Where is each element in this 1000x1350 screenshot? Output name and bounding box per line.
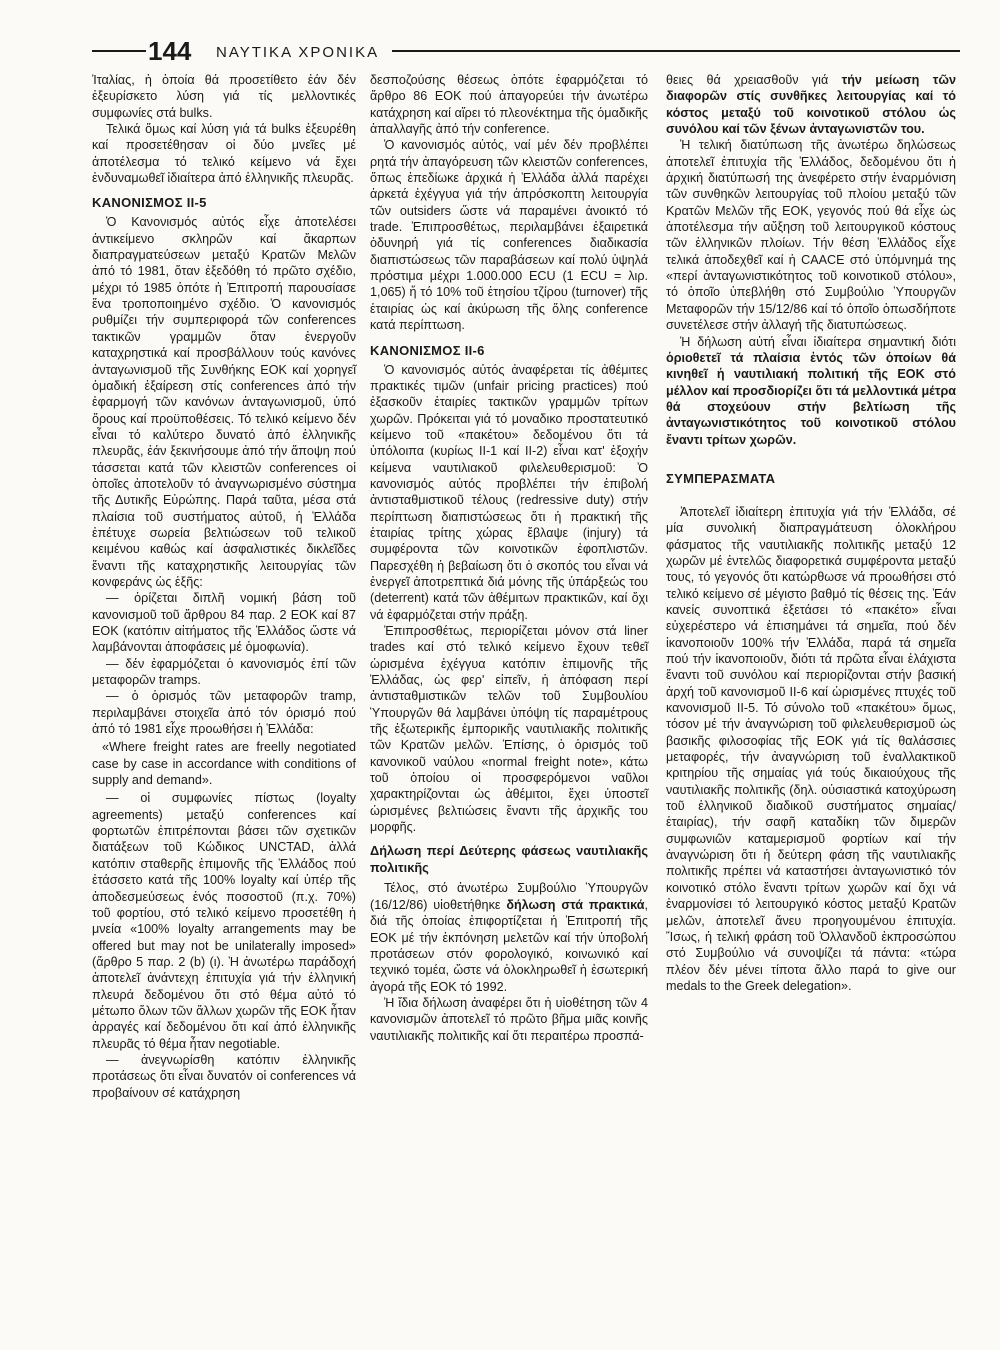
paragraph: — οἱ συμφωνίες πίστως (loyalty agreements) μεταξύ conferences καί φορτωτῶν ἐπιτρέπονται βάσει τῶν σχετικῶν διατάξεων τοῦ Κώδικος UNCTAD, ἀλλά κατόπιν σταθερῆς ἐπιμονῆς τῆς Ἑλλάδος πού ἐτάσσετο κατά τῆς 100% loyalty καί ὑπέρ τῆς ἀποδεσμεύσεως ἑνός ποσοστοῦ (π.χ. 70%) τοῦ φορτίου, στό τελικό κείμενο προσετέθη ἡ μνεία «100% loyalty arrangements may be offered but may not be unilaterally imposed» (ἄρθρο 5 παρ. 2 (b) (ι). Ἡ ἀνωτέρω παράδοχή ἀποτελεῖ ἀνάντεχη ἐπιτυχία γιά τήν ἑλληνική πλευρά δεδομένου ὅτι στό θέμα αὐτό τό μέτωπο ὅλων τῶν ἄλλων χωρῶν τῆς ΕΟΚ ἦταν ἀρραγές καί δεδομένου ὅτι καί ἀπό ἑλληνικῆς πλευρᾶς τό θέμα ἦταν negotiable. (92, 791, 356, 1051)
paragraph-text: θειες θά χρειασθοῦν γιά (666, 73, 842, 87)
quote: «Where freight rates are freelly negotiated case by case in accordance with conditions of supply and demand». (92, 740, 356, 788)
header-rule-right (392, 50, 960, 52)
paragraph: — ὁ ὁρισμός τῶν μεταφορῶν tramp, περιλαμβάνει στοιχεῖα ἀπό τόν ὁρισμό πού ἀπό τό 1981 εἶχε προωθήσει ἡ Ἑλλάδα: (92, 689, 356, 737)
text-column-2 (370, 72, 648, 1044)
paragraph: — δέν ἐφαρμόζεται ὁ κανονισμός ἐπί τῶν μεταφορῶν tramps. (92, 656, 356, 688)
header-rule-left (92, 50, 146, 52)
page-header (92, 36, 960, 70)
section-heading: ΚΑΝΟΝΙΣΜΟΣ ΙΙ-5 (92, 195, 207, 211)
emphasis-text: τήν μείωση τῶν διαφορῶν στίς συνθῆκες λειτουργίας καί τό κόστος μεταξύ τοῦ κοινοτικοῦ στόλου ὡς συνόλου καί τῶν ξένων ἀνταγωνιστῶν του. (666, 73, 956, 137)
paragraph (370, 880, 648, 994)
paragraph: — ὁρίζεται διπλῆ νομική βάση τοῦ κανονισμοῦ τοῦ ἄρθρου 84 παρ. 2 ΕΟΚ καί 87 ΕΟΚ (κατόπιν αἰτήματος τῆς Ἑλλάδος ὥστε νά λαμβάνονται ἀποφάσεις μέ ὁμοφωνία). (92, 591, 356, 655)
paragraph: — ἀνεγνωρίσθη κατόπιν ἑλληνικῆς προτάσεως ὅτι εἶναι δυνατόν οἱ conferences νά προβαίνουν σέ κατάχρηση (92, 1052, 356, 1100)
text-column-1 (92, 72, 356, 1101)
emphasis-text: δήλωση στά πρακτικά (506, 897, 645, 912)
text-column-3 (666, 72, 956, 994)
paragraph-text: Ἡ δήλωση αὐτή εἶναι ἰδιαίτερα σημαντική διότι (680, 334, 956, 349)
section-heading: ΚΑΝΟΝΙΣΜΟΣ ΙΙ-6 (370, 342, 485, 358)
paragraph (666, 72, 956, 137)
paragraph: Ἰταλίας, ἡ ὁποία θά προσετίθετο ἐάν δέν ἐξευρίσκετο λύση γιά τίς μελλοντικές συμφωνίες στά bulks. (92, 73, 356, 120)
page-number: 144 (148, 36, 192, 66)
emphasis-text: ὁριοθετεῖ τά πλαίσια ἐντός τῶν ὁποίων θά κινηθεῖ ἡ ναυτιλιακή πολιτική τῆς ΕΟΚ στό μέλλον καί προσδιορίζει ὅτι τά μελλοντικά μέτρα θά στοχεύουν στήν βελτίωση τῆς ἀνταγωνιστικότητος τοῦ κοινοτικοῦ στόλου ἔναντι τρίτων χωρῶν. (666, 350, 956, 447)
paragraph: δεσποζούσης θέσεως ὁπότε ἐφαρμόζεται τό ἄρθρο 86 ΕΟΚ πού ἀπαγορεύει τήν ἀνωτέρω κατάχρηση καί αἴρει τό πλεονέκτημα τῆς ὁμαδικῆς ἀπαλλαγῆς ἀπό τήν conference. (370, 73, 648, 137)
paragraph-text: , διά τῆς ὁποίας ἐπιφορτίζεται ἡ Ἐπιτροπή τῆς ΕΟΚ μέ τήν ἐκπόνηση μελετῶν καί τήν ὑποβολή προτάσεων στόν φορολογικό, κοινωνικό καί τεχνικό τομέα, ὥστε νά ὁλοκληρωθεῖ ἡ ἐσωτερική ἀγορά τῆς ΕΟΚ τό 1992. (370, 897, 648, 994)
paragraph: Ὁ κανονισμός αὐτός ἀναφέρεται τίς ἀθέμιτες πρακτικές τιμῶν (unfair pricing practices) πού ἐξασκοῦν ἑταιρίες τακτικῶν γραμμῶν τρίτων χωρῶν. Πρόκειται γιά τό μοναδικο προστατευτικό κείμενο τοῦ «πακέτου» δεδομένου ὅτι τά ὑπόλοιπα (κυρίως ΙΙ-1 καί ΙΙ-2) εἶναι κατ' ἐξοχήν κείμενα ναυτιλιακοῦ φιλελευθερισμοῦ: Ὁ κανονισμός αὐτός προβλέπει τήν ἐπιβολή ἀντισταθμιστικοῦ τέλους (redressive duty) στήν περίπτωση διαπιστώσεως ὅτι ἡ πρακτική τῆς ἑταιρίας τρίτης χώρας ἔβλαψε (injury) τά συμφέροντα τῶν κοινοτικῶν ἐφοπλιστῶν. Παρεσχέθη ἡ βεβαίωση ὅτι ὁ σκοπός του εἶναι νά ἐνεργεῖ ἀποτρεπτικά διά μόνης τῆς ὑπάρξεώς του (deterrent) κατά τῶν ἀθέμιτων πρακτικῶν, καί ὄχι νά ἐφαρμόζεται στήν πράξη. (370, 362, 648, 622)
paragraph: Ἡ τελική διατύπωση τῆς ἀνωτέρω δηλώσεως ἀποτελεῖ ἐπιτυχία τῆς Ἑλλάδος, δεδομένου ὅτι ἡ ἀρχική διατύπωσή της ἀνεφέρετο στήν ἐναρμόνιση τῶν συνθηκῶν λειτουργίας τοῦ πλοίου μεταξύ τῶν Κρατῶν Μελῶν τῆς ΕΟΚ, γεγονός πού θά εἶχε ὡς ἀποτέλεσμα τήν αὔξηση τοῦ λειτουργικοῦ κόστους τῶν ἑλληνικῶν πλοίων. Τήν θέση Ἑλλάδος εἶχε τελικά ἀποδεχθεῖ καί ἡ CAACE στό ὑπόμνημά της «περί ἀνταγωνιστικότητος τοῦ κοινοτικοῦ στόλου», τό ὁποῖο ὑπεβλήθη στό Συμβούλιο Ὑπουργῶν Μεταφορῶν τήν 15/12/86 καί τό ὁποῖο ὁπωσδήποτε συνετέλεσε στήν ἀλλαγή τῆς διατυπώσεως. (666, 138, 956, 333)
paragraph: Ἀποτελεῖ ἰδιαίτερη ἐπιτυχία γιά τήν Ἑλλάδα, σέ μία συνολική διαπραγμάτευση ὁλοκλήρου φάσματος τῆς ναυτιλιακῆς πολιτικῆς μεταξύ 12 χωρῶν μέ ἐντελῶς διαφορετικά συμφέροντα μεταξύ τους, τό γεγονός ὅτι κατώρθωσε νά προωθήσει στό τελικό κείμενο σέ μέγιστο βαθμό τίς θέσεις της. Ἐάν κανείς συνοπτικά ἐξετάσει τό «πακέτο» εἶναι εὐχερέστερο νά ἐπισημάνει τά σημεῖα, πού δέν ἱκανοποιοῦν 100% τήν Ἑλλάδα, παρά τά σημεῖα πού τήν ἱκανοποιοῦν, διότι τά πρῶτα εἶναι ἐλάχιστα ἔναντι τοῦ συνόλου καί περιορίζονται στήν βασική ἀρχή τοῦ κανονισμοῦ ΙΙ-6 καί ὡρισμένες πτυχές τοῦ κανονισμοῦ ΙΙ-5. Τό σύνολο τοῦ «πακέτου» ὅμως, τόσον μέ τήν ἀναγνώριση τοῦ φιλελευθερισμοῦ ὡς βασικῆς φιλοσοφίας τῆς ΕΟΚ γιά τίς θαλάσσιες μεταφορές, τήν ἀναγνώριση τοῦ ἐναλλακτικοῦ κριτηρίου τῆς σημαίας γιά τούς δικαιούχους τῆς ναυτιλιακῆς πολιτικῆς (δηλ. οὐσιαστικά κατοχύρωση τοῦ ἑλληνικοῦ διαδικοῦ συστήματος σημαίας/ἑταιρίας), τήν σαφῆ καταδίκη τῶν διμερῶν συμφωνιῶν καταμερισμοῦ φορτίων καί τήν ἀναγνώριση ὅτι ἡ δεύτερη φάση τῆς ναυτιλιακῆς πολιτικῆς πρέπει νά καταστήσει ἀνταγωνιστικό τόν κοινοτικό στόλο ἔναντι τρίτων χωρῶν καί ὄχι νά ἐναρμονίσει τό λειτουργικό κόστος μεταξύ Κρατῶν μελῶν, ἀποτελεῖ ἄνευ προηγουμένου ἐπιτυχία. Ἴσως, ἡ τελική φράση τοῦ Ὀλλανδοῦ ἐκπροσώπου στό Συμβούλιο νά συνοψίζει τά πάντα: «τώρα πλέον δέν μένει τίποτα ἄλλο παρά to give our medals to the Greek delegation». (666, 504, 956, 993)
paragraph: Ἐπιπροσθέτως, περιορίζεται μόνον στά liner trades καί στό τελικό κείμενο ἔχουν τεθεῖ ὡρισμένα ἐχέγγυα κατόπιν ἐπιμονῆς τῆς Ἑλλάδας, ὡς φερ' εἰπεῖν, ἡ ἀπόφαση περί ἀντισταθμιστικῶν τελῶν τοῦ Συμβουλίου Ὑπουργῶν θά λαμβάνει ὑπόψη τίς παραμέτρους τῆς ἐξωτερικῆς ἐμπορικῆς ναυτιλιακῆς πολιτικῆς τῶν Κρατῶν μελῶν. Ἐπίσης, ὁ ὁρισμός τοῦ κανονικοῦ ναύλου «normal freight note», κάτω τοῦ ὁποίου οἱ προσφερόμενοι ναῦλοι χαρακτηρίζονται ὡς ἀθέμιτοι, ἔχει ὑποστεῖ ὡρισμένες βελτιώσεις ἔναντι τῆς ἀρχικῆς του μορφῆς. (370, 624, 648, 835)
paragraph (666, 334, 956, 448)
journal-title: ΝΑΥΤΙΚΑ ΧΡΟΝΙΚΑ (216, 44, 380, 61)
section-heading: ΣΥΜΠΕΡΑΣΜΑΤΑ (666, 470, 776, 486)
paragraph: Τελικά ὅμως καί λύση γιά τά bulks ἐξευρέθη καί προσετέθησαν οἱ δύο μνεῖες μέ ἀποτέλεσμα τό τελικό κείμενο νά ἔχει ἐνδυναμωθεῖ ἰδιαίτερα ἀπό ἑλληνικῆς πλευρᾶς. (92, 122, 356, 186)
spacer (666, 448, 956, 462)
paragraph-text: Τέλος, στό ἀνωτέρω Συμβούλιο Ὑπουργῶν (16/12/86) υἱοθετήθηκε (370, 881, 648, 912)
paragraph: Ὁ κανονισμός αὐτός, ναί μέν δέν προβλέπει ρητά τήν ἀπαγόρευση τῶν κλειστῶν conferences, ὅπως ἐπεδίωκε ἀρχικά ἡ Ἑλλάδα ἀλλά παρέχει ἀρκετά ἐχέγγυα γιά τήν ἀπρόσκοπτη λειτουργία τῶν outsiders ὥστε νά παραμένει ἀνοικτό τό trade. Ἐπιπροσθέτως, περιλαμβάνει ἐξαιρετικά ὀδυνηρή γιά τίς conferences διαδικασία διαπιστώσεως τῶν παραβάσεων καί πολύ ὑψηλά πρόστιμα μέχρι 1.000.000 ECU (1 ECU = λιρ. 1,065) ἤ τό 10% τοῦ ἐτησίου τζίρου (turnover) τῆς ἑταιρίας ὡς καί ἀκύρωση τῆς ὅλης conference κατά περίπτωση. (370, 138, 648, 333)
paragraph: Ἡ ἴδια δήλωση ἀναφέρει ὅτι ἡ υἱοθέτηση τῶν 4 κανονισμῶν ἀποτελεῖ τό πρῶτο βῆμα μιᾶς κοινῆς ναυτιλιακῆς πολιτικῆς καί ὅτι περαιτέρω προσπά- (370, 995, 648, 1043)
paragraph: Ὁ Κανονισμός αὐτός εἶχε ἀποτελέσει ἀντικείμενο σκληρῶν καί ἄκαρπων διαπραγματεύσεων μεταξύ Κρατῶν Μελῶν ἀπό τό 1981, ὅταν ἐξεδόθη τό πρῶτο σχέδιο, μέχρι τό 1985 ὁπότε ἡ Ἐπιτροπή παρουσίασε ἕνα τροποποιημένο σχέδιο. Ὁ κανονισμός ρυθμίζει τήν συμπεριφορά τῶν conferences τακτικῶν γραμμῶν ὅταν ἐνεργοῦν καταχρηστικά καί προσβάλλουν τούς κανόνες ἀνταγωνισμοῦ τῆς Συνθήκης ΕΟΚ καί χορηγεῖ ὁμαδική ἐξαίρεση στίς conferences ἀπό τήν ἐφαρμογή τῶν κανόνων ἀνταγωνισμοῦ, ὑπό ὅρους καί προϋποθέσεις. Τό τελικό κείμενο δέν εἶναι τό καλύτερο δυνατό ἀπό ἑλληνικῆς πλευρᾶς, ἐάν ξεκινήσουμε ἀπό τήν ἄποψη πού τάσσεται κατά τῶν κλειστῶν conferences οἱ ὁποῖες ἀποτελοῦν τό ἀναγνωρισμένο σύστημα τῆς Δυτικῆς Εὐρώπης. Παρά ταῦτα, μέσα στά πλαίσια τοῦ συστήματος αὐτοῦ, ἡ Ἑλλάδα ἐπέτυχε σωρεία βελτιώσεων τοῦ τελικοῦ κειμένου καθώς καί ἀσφαλιστικές δικλεῖδες ἔναντι τῆς καταχρηστικῆς λειτουργίας τῶν κονφεράνς ὡς ἑξῆς: (92, 215, 356, 589)
section-heading: Δήλωση περί Δεύτερης φάσεως ναυτιλιακῆς πολιτικῆς (370, 843, 648, 875)
spacer (666, 490, 956, 504)
